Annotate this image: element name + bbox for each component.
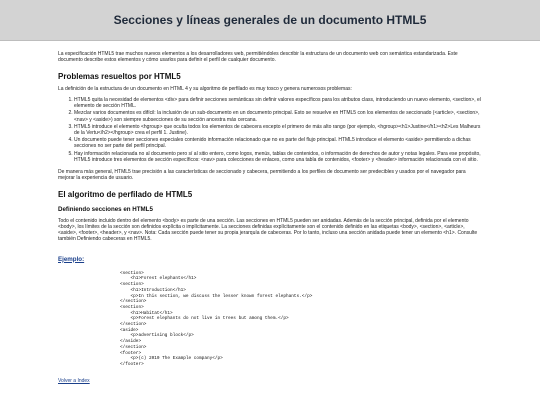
back-to-index-link[interactable]: Volver a Index: [58, 377, 90, 384]
problems-intro-paragraph: La definición de la estructura de un documento en HTML 4 y su algoritmo de perfilado es muy tosco y genera numerosos problemas:: [58, 85, 352, 92]
problems-list: [58, 97, 482, 163]
list-item: 2. Mezclar varios documentos es difícil: la inclusión de un sub-documento en un documento principal. Esto se resuelve en HTML5 con los elementos de seccionado (<article>, <section>, <nav> y <aside>) son siempre subsecciones de su sección ancestra más cercana.: [74, 110, 482, 122]
intro-paragraph: La especificación HTML5 trae muchos nuevos elementos a los desarrolladores web, permitiéndoles describir la estructura de un documento web con semántica estandarizada. Este documento describe estos elementos y cómo usarlos para definir el perfil de cualquier documento.: [58, 51, 458, 64]
defining-sections-paragraph: Todo el contenido incluido dentro del elemento <body> es parte de una sección. Las secciones en HTML5 pueden ser anidadas. Además de la sección principal, definida por el elemento <body>, los límites de la sección son definidos explícita o implícitamente. La secciones definidas explícitamente son el contenido definido en las etiquetas <body>, <section>, <article>, <aside>, <footer>, <header>, y <nav>. Nota: Cada sección puede tener su propia jerarquía de cabeceras. Por lo tanto, incluso una sección anidada puede tener un elemento <h1>. Consulte también Definiendo cabeceras en HTML5.: [58, 217, 478, 243]
list-item: 5. Hay información relacionada no al documento pero sí al sitio entero, como logos, menús, tablas de contenidos, o información de derechos de autor y notas legales. Para ese propósito, HTML5 introduce tres elementos de sección específicos: <nav> para colecciones de enlaces, como una tabla de contenidos, <footer> y <header> información relacionada con el sitio.: [74, 151, 482, 163]
list-item: 3. HTML5 introduce el elemento <hgroup> que oculta todos los elementos de cabecera excepto el primero de más alto rango (por ejemplo, <hgroup><h1>Justine</h1><h2>Les Malheurs de la Vertu</h2></hgroup> crea el perfil 1. Justine).: [74, 124, 482, 136]
example-label: Ejemplo:: [58, 255, 85, 263]
list-item: 1. HTML5 quita la necesidad de elementos <div> para definir secciones semánticas sin definir valores específicos para los atributos class, introduciendo un nuevo elemento, <section>, el elemento de sección HTML.: [74, 97, 482, 109]
list-item: 4. Un documento puede tener secciones especiales contenido información relacionado que no es parte del flujo principal. HTML5 introduce el elemento <aside> permitiendo a dichas secciones no ser parte del perfil principal.: [74, 137, 482, 149]
problems-closing-paragraph: De manera más general, HTML5 trae precisión a las características de seccionado y cabecera, permitiendo a los perfiles de documento ser predecibles y usados por el navegador para mejorar la experiencia de usuario.: [58, 168, 466, 182]
code-example: <section> <h1>Forest elephants</h1> <section> <h1>Introduction</h1> <p>In this section, we discuss the lesser known forest elephants.</p> </section> <section> <h1>Habitat</h1> <p>Forest elephants do not live in trees but among them.</p> </section> <aside> <p>advertising block</p> </aside> </section> <footer> <p>(c) 2010 The Example company</p> </footer>: [120, 270, 313, 367]
page-header: [0, 0, 540, 41]
subsection-heading-defining-sections: Definiendo secciones en HTML5: [58, 205, 153, 213]
section-heading-problems: Problemas resueltos por HTML5: [58, 71, 181, 81]
page-title: Secciones y líneas generales de un documento HTML5: [113, 13, 427, 27]
section-heading-algorithm: El algoritmo de perfilado de HTML5: [58, 189, 193, 199]
main-content: [0, 41, 540, 384]
